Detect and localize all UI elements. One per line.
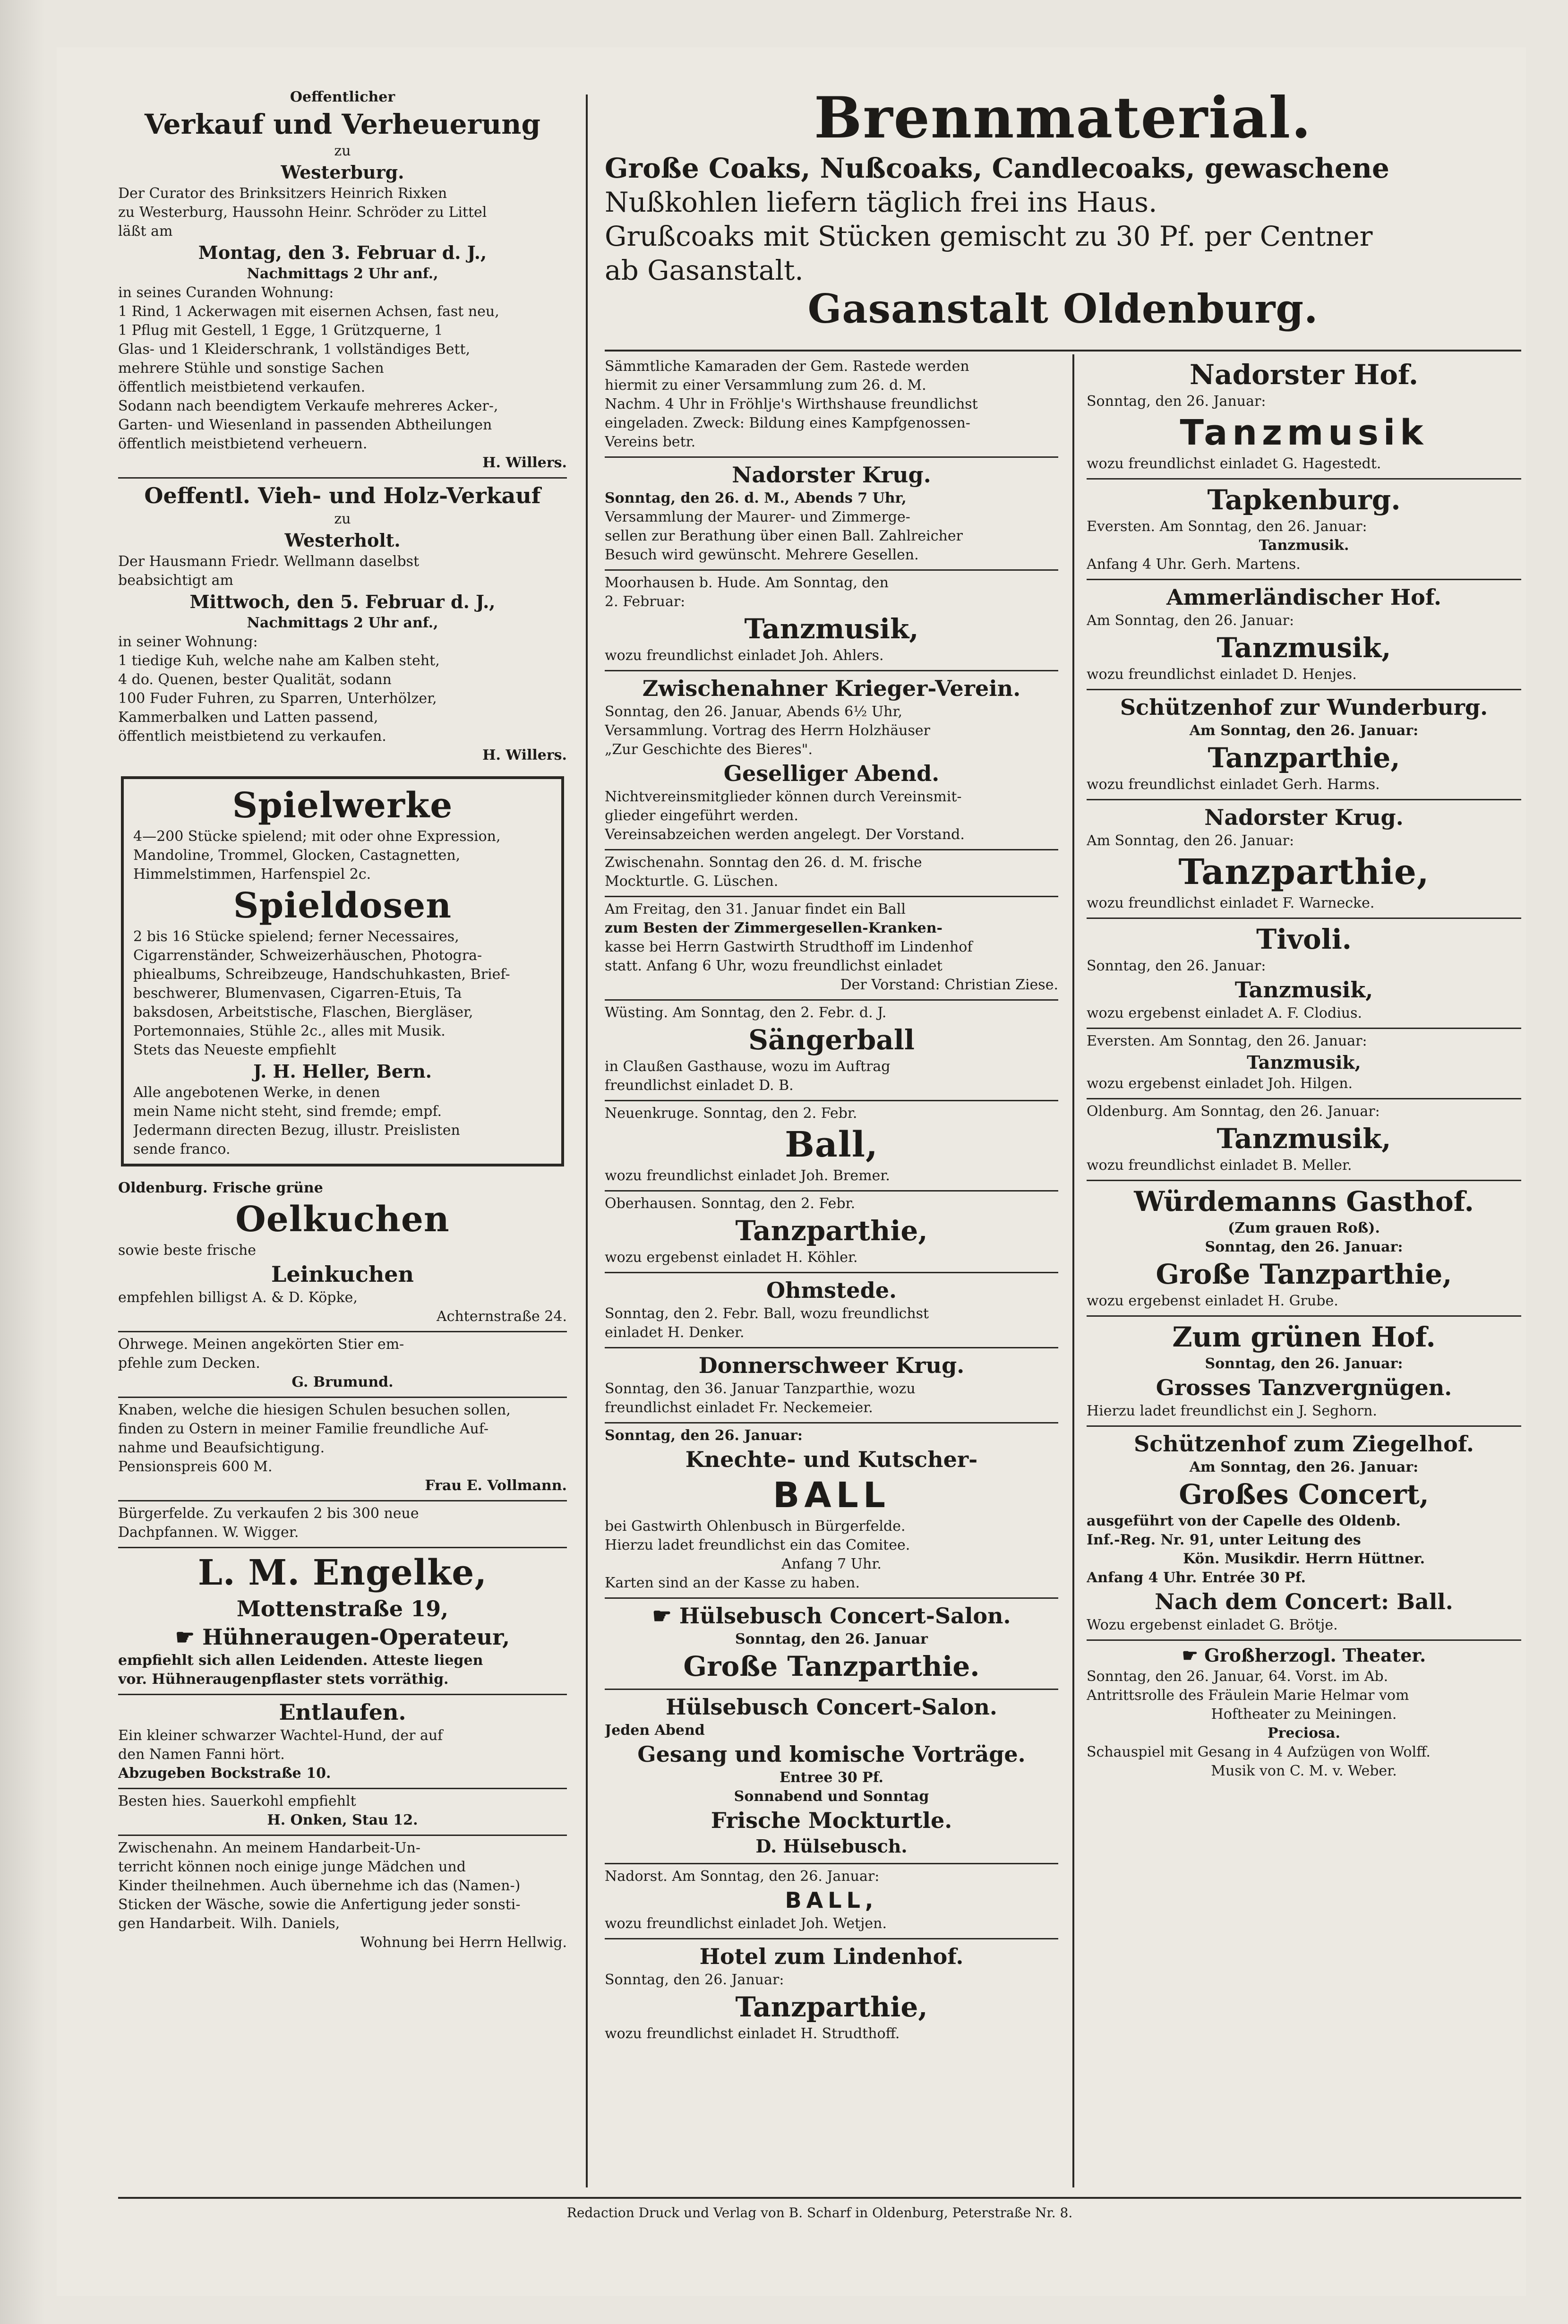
col1b-ad-4-line-2: ☛ Hühneraugen-Operateur, <box>175 1624 510 1650</box>
col2-ad-11-line-3: bei Gastwirth Ohlenbusch in Bürgerfelde. <box>605 1518 906 1535</box>
col1-ad-0-line-4: Der Curator des Brinksitzers Heinrich Rixken <box>118 185 447 202</box>
col3-ad-2-line-2: Tanzmusik, <box>1217 632 1391 664</box>
col2-ad-14-line-2: wozu freundlichst einladet Joh. Wetjen. <box>605 1915 887 1932</box>
col1b-ad-0-line-1: Oelkuchen <box>235 1199 450 1240</box>
col3-ad-4-line-3: wozu freundlichst einladet F. Warnecke. <box>1087 895 1375 911</box>
col3-ad-8-line-0: Würdemanns Gasthof. <box>1134 1185 1474 1218</box>
col3-ad-2-line-1: Am Sonntag, den 26. Januar: <box>1087 612 1294 629</box>
col2-ad-11-line-1: Knechte- und Kutscher- <box>685 1447 978 1472</box>
col3-ad-3-line-0: Schützenhof zur Wunderburg. <box>1120 695 1488 720</box>
col2-ad-3-line-3: „Zur Geschichte des Bieres". <box>605 741 813 758</box>
col1-ad-1-line-0: Oeffentl. Vieh- und Holz-Verkauf <box>144 483 541 508</box>
col1b-ad-6-line-1: H. Onken, Stau 12. <box>267 1812 418 1828</box>
spielwerke-firm: J. H. Heller, Bern. <box>253 1061 432 1082</box>
col3-ad-1-line-1: Eversten. Am Sonntag, den 26. Januar: <box>1087 518 1367 535</box>
col2-ad-11-line-5: Anfang 7 Uhr. <box>781 1556 882 1572</box>
col3-ad-11-line-3: Hoftheater zu Meiningen. <box>1211 1706 1397 1723</box>
col3-ad-10 <box>1087 1427 1521 1641</box>
col2-ad-9-line-2: einladet H. Denker. <box>605 1324 745 1341</box>
banner-title: Brennmaterial. <box>814 85 1312 151</box>
col2-ad-3-line-6: glieder eingeführt werden. <box>605 807 798 824</box>
col1-ad-0-line-2: zu <box>334 143 351 159</box>
col1b-ad-7-line-2: Kinder theilnehmen. Auch übernehme ich das (Namen-) <box>118 1878 521 1894</box>
col1-ad-1-signature: H. Willers. <box>482 747 567 763</box>
col2-ad-8-line-2: wozu ergebenst einladet H. Köhler. <box>605 1249 858 1266</box>
col1b-ad-2 <box>118 1398 567 1501</box>
spielwerke-text1-line-1: Mandoline, Trommel, Glocken, Castagnetten, <box>133 847 461 864</box>
spielwerke-title: Spielwerke <box>232 785 453 826</box>
col2-ad-4 <box>605 850 1058 897</box>
col1b-ad-5 <box>118 1695 567 1789</box>
col3-ad-6-line-0: Eversten. Am Sonntag, den 26. Januar: <box>1087 1033 1367 1049</box>
col2-ad-5-line-3: statt. Anfang 6 Uhr, wozu freundlichst einladet <box>605 958 943 974</box>
col2-ad-10-line-0: Donnerschweer Krug. <box>698 1353 965 1378</box>
col2-ad-15-line-1: Sonntag, den 26. Januar: <box>605 1972 784 1988</box>
col3-ad-1 <box>1087 480 1521 580</box>
col3-ad-9-line-2: Grosses Tanzvergnügen. <box>1156 1375 1452 1400</box>
col1b-ad-1-line-1: pfehle zum Decken. <box>118 1355 260 1372</box>
col2-ad-13 <box>605 1690 1058 1864</box>
col3-ad-8-line-2: Sonntag, den 26. Januar: <box>1205 1239 1403 1255</box>
col3-ad-0-line-0: Nadorster Hof. <box>1189 359 1419 391</box>
col2-ad-14-line-0: Nadorst. Am Sonntag, den 26. Januar: <box>605 1868 880 1885</box>
col2-ad-13-line-2: Gesang und komische Vorträge. <box>637 1741 1026 1767</box>
col1-ad-1 <box>118 479 567 770</box>
col2-ad-6 <box>605 1001 1058 1101</box>
col3-ad-3 <box>1087 690 1521 800</box>
col2-ad-15 <box>605 1939 1058 2048</box>
col1b-ad-0-line-2: sowie beste frische <box>118 1242 257 1259</box>
col1b-ad-5-line-3: Abzugeben Bockstraße 10. <box>118 1765 331 1782</box>
col1b-ad-4-line-3: empfiehlt sich allen Leidenden. Atteste liegen <box>118 1652 483 1669</box>
col3-ad-5-line-1: Sonntag, den 26. Januar: <box>1087 958 1266 974</box>
col2-ad-0-line-0: Sämmtliche Kamaraden der Gem. Rastede werden <box>605 358 969 375</box>
col2-ad-15-line-3: wozu freundlichst einladet H. Strudthoff. <box>605 2025 900 2042</box>
col2-ad-3 <box>605 671 1058 850</box>
col3-ad-6-line-1: Tanzmusik, <box>1247 1052 1361 1073</box>
col3-ad-5 <box>1087 919 1521 1029</box>
col1-ad-0-line-3: Westerburg. <box>281 162 404 183</box>
spielwerke-text3-line-3: sende franco. <box>133 1141 231 1158</box>
col1-ad-0-line-10: 1 Rind, 1 Ackerwagen mit eisernen Achsen, fast neu, <box>118 303 499 320</box>
col1b-ad-0-line-3: Leinkuchen <box>271 1261 414 1287</box>
col2-ad-7-line-0: Neuenkruge. Sonntag, den 2. Febr. <box>605 1105 857 1122</box>
spielwerke-text2-line-3: beschwerer, Blumenvasen, Cigarren-Etuis, Ta <box>133 985 462 1002</box>
col3-ad-10-line-8: Wozu ergebenst einladet G. Brötje. <box>1087 1617 1338 1633</box>
col2-ad-6-line-2: in Claußen Gasthause, wozu im Auftrag <box>605 1058 891 1075</box>
col1-ad-1-line-10: 100 Fuder Fuhren, zu Sparren, Unterhölzer, <box>118 690 437 707</box>
col1-ad-0-line-6: läßt am <box>118 223 173 240</box>
col2-ad-2-line-3: wozu freundlichst einladet Joh. Ahlers. <box>605 647 884 664</box>
col1-ad-0-line-14: öffentlich meistbietend verkaufen. <box>118 379 366 395</box>
col2-ad-3-line-7: Vereinsabzeichen werden angelegt. Der Vorstand. <box>605 826 965 843</box>
col3-ad-9-line-3: Hierzu ladet freundlichst ein J. Seghorn. <box>1087 1403 1377 1419</box>
col2-ad-9-line-0: Ohmstede. <box>766 1278 897 1303</box>
col2-ad-0-line-4: Vereins betr. <box>605 434 696 450</box>
col3-ad-11 <box>1087 1641 1521 1785</box>
col3-ad-7-line-0: Oldenburg. Am Sonntag, den 26. Januar: <box>1087 1103 1380 1120</box>
spielwerke-text2-line-4: baksdosen, Arbeitstische, Flaschen, Biergläser, <box>133 1004 473 1021</box>
col3-ad-10-line-7: Nach dem Concert: Ball. <box>1155 1589 1453 1614</box>
col3-ad-11-line-0: ☛ Großherzogl. Theater. <box>1182 1645 1426 1666</box>
col3-ad-11-line-6: Musik von C. M. v. Weber. <box>1211 1763 1397 1779</box>
col1b-ad-1 <box>118 1332 567 1398</box>
col1b-ad-2-line-2: nahme und Beaufsichtigung. <box>118 1440 325 1456</box>
col3-ad-10-line-4: Inf.-Reg. Nr. 91, unter Leitung des <box>1087 1532 1361 1548</box>
col3-ad-1-line-2: Tanzmusik. <box>1259 537 1349 554</box>
col1-ad-1-line-3: Der Hausmann Friedr. Wellmann daselbst <box>118 553 420 570</box>
col1-ad-0-line-13: mehrere Stühle und sonstige Sachen <box>118 360 384 377</box>
spielwerke-text2-line-0: 2 bis 16 Stücke spielend; ferner Necessaires, <box>133 928 459 945</box>
col3-ad-2-line-3: wozu freundlichst einladet D. Henjes. <box>1087 666 1357 683</box>
col1b-ad-4 <box>118 1548 567 1695</box>
col2-ad-3-line-0: Zwischenahner Krieger-Verein. <box>642 676 1021 701</box>
col2-ad-3-line-5: Nichtvereinsmitglieder können durch Vereinsmit- <box>605 789 962 805</box>
col3-ad-9-line-1: Sonntag, den 26. Januar: <box>1205 1355 1403 1372</box>
col1b-ad-5-line-0: Entlaufen. <box>279 1699 406 1725</box>
col2-ad-12-line-2: Große Tanzparthie. <box>683 1650 980 1682</box>
col3-ad-10-line-3: ausgeführt von der Capelle des Oldenb. <box>1087 1513 1401 1529</box>
col2-ad-11-line-2: BALL <box>773 1475 890 1516</box>
page-edge <box>0 0 45 2324</box>
col2-ad-0-line-3: eingeladen. Zweck: Bildung eines Kampfgenossen- <box>605 415 970 431</box>
col1b-ad-7-line-1: terricht können noch einige junge Mädchen und <box>118 1859 466 1875</box>
col3-ad-0-line-2: Tanzmusik <box>1180 412 1428 453</box>
col2-ad-14 <box>605 1864 1058 1939</box>
col1b-ad-2-line-3: Pensionspreis 600 M. <box>118 1458 273 1475</box>
col2-ad-1 <box>605 458 1058 571</box>
col2-ad-4-line-1: Mockturtle. G. Lüschen. <box>605 873 779 890</box>
col2-ad-11-line-6: Karten sind an der Kasse zu haben. <box>605 1575 860 1591</box>
col1-ad-1-line-5: Mittwoch, den 5. Februar d. J., <box>189 591 496 612</box>
col2-ad-9-line-1: Sonntag, den 2. Febr. Ball, wozu freundlichst <box>605 1305 929 1322</box>
col1-ad-0-line-12: Glas- und 1 Kleiderschrank, 1 vollständiges Bett, <box>118 341 471 358</box>
column-rule-2 <box>1072 354 1074 2187</box>
col1b-ad-7-line-4: gen Handarbeit. Wilh. Daniels, <box>118 1915 340 1932</box>
col1-ad-1-line-2: Westerholt. <box>284 530 401 551</box>
col3-ad-4-line-0: Nadorster Krug. <box>1204 805 1404 830</box>
col3-ad-7-line-1: Tanzmusik, <box>1217 1123 1391 1155</box>
col1-ad-0-line-17: öffentlich meistbietend verheuern. <box>118 436 368 452</box>
col1-ad-1-line-7: in seiner Wohnung: <box>118 634 258 650</box>
col2-ad-12-line-0: ☛ Hülsebusch Concert-Salon. <box>652 1603 1011 1629</box>
banner-line-1: Große Coaks, Nußcoaks, Candlecoaks, gewaschene <box>605 152 1389 184</box>
col2-ad-2-line-0: Moorhausen b. Hude. Am Sonntag, den <box>605 575 889 591</box>
col3-ad-10-line-2: Großes Concert, <box>1179 1478 1429 1510</box>
col2-ad-5-line-4: Der Vorstand: Christian Ziese. <box>840 977 1058 993</box>
banner-line-2: Nußkohlen liefern täglich frei ins Haus. <box>605 186 1157 218</box>
col2-ad-1-line-1: Sonntag, den 26. d. M., Abends 7 Uhr, <box>605 490 907 506</box>
col2-ad-2-line-2: Tanzmusik, <box>744 613 919 645</box>
col3-ad-4-line-2: Tanzparthie, <box>1178 852 1430 892</box>
banner-line-3: Grußcoaks mit Stücken gemischt zu 30 Pf. per Centner <box>605 220 1373 252</box>
col2-ad-13-line-4: Sonnabend und Sonntag <box>734 1788 929 1805</box>
col2-ad-3-line-1: Sonntag, den 26. Januar, Abends 6½ Uhr, <box>605 703 903 720</box>
col1-ad-0-line-15: Sodann nach beendigtem Verkaufe mehreres Acker-, <box>118 398 498 414</box>
col2-ad-1-line-4: Besuch wird gewünscht. Mehrere Gesellen. <box>605 547 919 563</box>
spielwerke-text1-line-2: Himmelstimmen, Harfenspiel 2c. <box>133 866 371 883</box>
col2-ad-12 <box>605 1599 1058 1690</box>
col1-ad-0-line-5: zu Westerburg, Haussohn Heinr. Schröder zu Littel <box>118 204 487 221</box>
spielwerke-ad <box>121 776 564 1166</box>
col3-ad-6 <box>1087 1029 1521 1099</box>
col1-ad-0-line-11: 1 Pflug mit Gestell, 1 Egge, 1 Grützquerne, 1 <box>118 322 443 339</box>
col3-ad-2 <box>1087 580 1521 690</box>
column-right <box>1087 354 1521 2187</box>
spielwerke-text2-line-5: Portemonnaies, Stühle 2c., alles mit Musik. <box>133 1023 446 1039</box>
col3-ad-7 <box>1087 1099 1521 1181</box>
col3-ad-5-line-0: Tivoli. <box>1256 923 1352 955</box>
col2-ad-8-line-0: Oberhausen. Sonntag, den 2. Febr. <box>605 1195 856 1212</box>
col1-ad-0-line-0: Oeffentlicher <box>290 89 395 105</box>
col1b-ad-4-line-1: Mottenstraße 19, <box>236 1596 449 1621</box>
col3-ad-5-line-2: Tanzmusik, <box>1234 977 1373 1003</box>
col1b-ad-2-line-4: Frau E. Vollmann. <box>425 1477 567 1494</box>
col2-ad-7-line-2: wozu freundlichst einladet Joh. Bremer. <box>605 1167 890 1184</box>
column-middle <box>605 354 1058 2187</box>
col1-ad-0-line-9: in seines Curanden Wohnung: <box>118 284 334 301</box>
col1b-ad-4-line-0: L. M. Engelke, <box>197 1552 488 1593</box>
col3-ad-10-line-1: Am Sonntag, den 26. Januar: <box>1189 1459 1419 1475</box>
spielwerke-text2-line-1: Cigarrenständer, Schweizerhäuschen, Photogra- <box>133 947 482 964</box>
col1-ad-0-line-16: Garten- und Wiesenland in passenden Abtheilungen <box>118 417 492 433</box>
col2-ad-10-line-2: freundlichst einladet Fr. Neckemeier. <box>605 1399 873 1416</box>
col2-ad-7-line-1: Ball, <box>785 1124 878 1165</box>
col1b-ad-1-line-2: G. Brumund. <box>291 1374 394 1390</box>
col2-ad-10 <box>605 1348 1058 1424</box>
col1b-ad-7 <box>118 1836 567 1957</box>
col3-ad-1-line-3: Anfang 4 Uhr. Gerh. Martens. <box>1087 556 1301 573</box>
col3-ad-8-line-4: wozu ergebenst einladet H. Grube. <box>1087 1293 1338 1309</box>
spielwerke-text3-line-0: Alle angebotenen Werke, in denen <box>133 1084 380 1101</box>
col1-ad-1-line-11: Kammerbalken und Latten passend, <box>118 709 378 726</box>
col3-ad-11-line-5: Schauspiel mit Gesang in 4 Aufzügen von Wolff. <box>1087 1744 1431 1760</box>
col1b-ad-6 <box>118 1789 567 1836</box>
col1b-ad-5-line-1: Ein kleiner schwarzer Wachtel-Hund, der auf <box>118 1727 443 1744</box>
col3-ad-0-line-3: wozu freundlichst einladet G. Hagestedt. <box>1087 455 1381 472</box>
col3-ad-5-line-3: wozu ergebenst einladet A. F. Clodius. <box>1087 1005 1362 1021</box>
col2-ad-8 <box>605 1192 1058 1273</box>
spieldosen-title: Spieldosen <box>233 885 452 926</box>
col3-ad-2-line-0: Ammerländischer Hof. <box>1166 584 1442 610</box>
col1b-ad-7-line-5: Wohnung bei Herrn Hellwig. <box>360 1934 567 1951</box>
col3-ad-0-line-1: Sonntag, den 26. Januar: <box>1087 393 1266 410</box>
col2-ad-4-line-0: Zwischenahn. Sonntag den 26. d. M. frische <box>605 854 922 871</box>
col1b-ad-4-line-4: vor. Hühneraugenpflaster stets vorräthig. <box>118 1671 449 1688</box>
col3-ad-11-line-4: Preciosa. <box>1268 1725 1340 1741</box>
col3-ad-8 <box>1087 1181 1521 1317</box>
col2-ad-5-line-0: Am Freitag, den 31. Januar findet ein Ball <box>605 901 906 918</box>
col1b-ad-2-line-0: Knaben, welche die hiesigen Schulen besuchen sollen, <box>118 1402 511 1418</box>
col1b-ad-5-line-2: den Namen Fanni hört. <box>118 1746 285 1763</box>
col1b-ad-3-line-0: Bürgerfelde. Zu verkaufen 2 bis 300 neue <box>118 1505 419 1522</box>
col1b-ad-6-line-0: Besten hies. Sauerkohl empfiehlt <box>118 1793 356 1809</box>
col2-ad-13-line-1: Jeden Abend <box>605 1722 705 1739</box>
spielwerke-text3-line-2: Jedermann directen Bezug, illustr. Preislisten <box>133 1122 460 1139</box>
col2-ad-6-line-3: freundlichst einladet D. B. <box>605 1077 794 1094</box>
col3-ad-4 <box>1087 800 1521 919</box>
col1b-ad-2-line-1: finden zu Ostern in meiner Familie freundliche Auf- <box>118 1421 488 1437</box>
col2-ad-13-line-6: D. Hülsebusch. <box>755 1835 908 1857</box>
col2-ad-15-line-2: Tanzparthie, <box>735 1991 928 2023</box>
spielwerke-text2-line-6: Stets das Neueste empfiehlt <box>133 1042 336 1058</box>
col2-ad-0-line-2: Nachm. 4 Uhr in Fröhlje's Wirthshause freundlichst <box>605 396 978 412</box>
col1b-ad-1-line-0: Ohrwege. Meinen angekörten Stier em- <box>118 1336 404 1353</box>
col3-ad-10-line-6: Anfang 4 Uhr. Entrée 30 Pf. <box>1087 1569 1306 1586</box>
col3-ad-6-line-2: wozu ergebenst einladet Joh. Hilgen. <box>1087 1075 1353 1092</box>
col3-ad-1-line-0: Tapkenburg. <box>1207 484 1401 516</box>
col2-ad-8-line-1: Tanzparthie, <box>735 1215 928 1247</box>
col3-ad-11-line-1: Sonntag, den 26. Januar, 64. Vorst. im Ab. <box>1087 1668 1388 1685</box>
col3-ad-3-line-3: wozu freundlichst einladet Gerh. Harms. <box>1087 776 1380 793</box>
column-left <box>118 85 567 2183</box>
col2-ad-0-line-1: hiermit zu einer Versammlung zum 26. d. M. <box>605 377 926 394</box>
col1b-ad-0 <box>118 1176 567 1332</box>
col2-ad-5-line-1: zum Besten der Zimmergesellen-Kranken- <box>605 920 943 936</box>
col2-ad-3-line-2: Versammlung. Vortrag des Herrn Holzhäuser <box>605 722 931 739</box>
col2-ad-1-line-2: Versammlung der Maurer- und Zimmerge- <box>605 509 910 525</box>
col2-ad-15-line-0: Hotel zum Lindenhof. <box>699 1944 964 1969</box>
col2-ad-6-line-1: Sängerball <box>748 1024 915 1056</box>
col1-ad-1-line-1: zu <box>334 511 351 527</box>
col2-ad-12-line-1: Sonntag, den 26. Januar <box>735 1631 928 1647</box>
banner-sign: Gasanstalt Oldenburg. <box>807 285 1319 332</box>
col3-ad-11-line-2: Antrittsrolle des Fräulein Marie Helmar vom <box>1087 1687 1409 1704</box>
col1b-ad-0-line-5: Achternstraße 24. <box>437 1308 567 1325</box>
col3-ad-10-line-0: Schützenhof zum Ziegelhof. <box>1134 1431 1474 1457</box>
col2-ad-13-line-5: Frische Mockturtle. <box>711 1808 952 1833</box>
col1b-ad-3-line-1: Dachpfannen. W. Wigger. <box>118 1524 299 1541</box>
col2-ad-14-line-1: BALL, <box>785 1887 878 1913</box>
col3-ad-7-line-2: wozu freundlichst einladet B. Meller. <box>1087 1157 1352 1174</box>
col2-ad-1-line-0: Nadorster Krug. <box>732 462 931 488</box>
col3-ad-0 <box>1087 354 1521 480</box>
col3-ad-8-line-3: Große Tanzparthie, <box>1156 1258 1452 1290</box>
col3-ad-3-line-2: Tanzparthie, <box>1208 742 1400 774</box>
brennmaterial-ad <box>605 85 1521 352</box>
page-footer: Redaction Druck und Verlag von B. Scharf in Oldenburg, Peterstraße Nr. 8. <box>118 2197 1521 2222</box>
col1b-ad-7-line-0: Zwischenahn. An meinem Handarbeit-Un- <box>118 1840 420 1856</box>
col2-ad-13-line-3: Entree 30 Pf. <box>780 1769 883 1786</box>
col2-ad-11 <box>605 1424 1058 1599</box>
col1-ad-1-line-12: öffentlich meistbietend zu verkaufen. <box>118 728 386 745</box>
col2-ad-10-line-1: Sonntag, den 36. Januar Tanzparthie, wozu <box>605 1381 916 1397</box>
col3-ad-9-line-0: Zum grünen Hof. <box>1172 1321 1436 1353</box>
spielwerke-text1-line-0: 4—200 Stücke spielend; mit oder ohne Expression, <box>133 828 501 845</box>
spielwerke-text3-line-1: mein Name nicht steht, sind fremde; empf. <box>133 1103 442 1120</box>
col1b-ad-3 <box>118 1501 567 1548</box>
col2-ad-2 <box>605 571 1058 671</box>
col1b-ad-7-line-3: Sticken der Wäsche, sowie die Anfertigung jeder sonsti- <box>118 1896 521 1913</box>
col2-ad-5 <box>605 897 1058 1001</box>
col1-ad-1-line-9: 4 do. Quenen, bester Qualität, sodann <box>118 671 392 688</box>
col3-ad-10-line-5: Kön. Musikdir. Herrn Hüttner. <box>1182 1551 1425 1567</box>
column-rule-1 <box>586 94 588 2187</box>
col2-ad-13-line-0: Hülsebusch Concert-Salon. <box>666 1694 997 1720</box>
spielwerke-text2-line-2: phiealbums, Schreibzeuge, Handschuhkasten, Brief- <box>133 966 510 983</box>
col2-ad-11-line-4: Hierzu ladet freundlichst ein das Comitee. <box>605 1537 910 1553</box>
col1-ad-0-line-7: Montag, den 3. Februar d. J., <box>198 242 487 263</box>
col3-ad-8-line-1: (Zum grauen Roß). <box>1228 1220 1380 1236</box>
col2-ad-3-line-4: Geselliger Abend. <box>723 761 940 786</box>
col2-ad-7 <box>605 1101 1058 1192</box>
col2-ad-1-line-3: sellen zur Berathung über einen Ball. Zahlreicher <box>605 528 963 544</box>
col2-ad-9 <box>605 1273 1058 1348</box>
col3-ad-9 <box>1087 1317 1521 1427</box>
col1-ad-0-line-1: Verkauf und Verheuerung <box>144 108 541 140</box>
col1b-ad-0-line-0: Oldenburg. Frische grüne <box>118 1180 323 1196</box>
col1-ad-1-line-8: 1 tiedige Kuh, welche nahe am Kalben steht, <box>118 652 440 669</box>
col1-ad-1-line-6: Nachmittags 2 Uhr anf., <box>247 615 438 631</box>
col1b-ad-0-line-4: empfehlen billigst A. & D. Köpke, <box>118 1289 358 1306</box>
col2-ad-2-line-1: 2. Februar: <box>605 593 685 610</box>
col3-ad-3-line-1: Am Sonntag, den 26. Januar: <box>1189 722 1419 739</box>
col3-ad-4-line-1: Am Sonntag, den 26. Januar: <box>1087 832 1294 849</box>
banner-line-4: ab Gasanstalt. <box>605 254 804 286</box>
col2-ad-0 <box>605 354 1058 458</box>
col2-ad-5-line-2: kasse bei Herrn Gastwirth Strudthoff im Lindenhof <box>605 939 973 955</box>
col1-ad-0-line-8: Nachmittags 2 Uhr anf., <box>247 266 438 282</box>
col1-ad-0-signature: H. Willers. <box>482 455 567 471</box>
col1-ad-1-line-4: beabsichtigt am <box>118 572 233 589</box>
col2-ad-11-line-0: Sonntag, den 26. Januar: <box>605 1427 803 1444</box>
col1-ad-0 <box>118 85 567 479</box>
col2-ad-6-line-0: Wüsting. Am Sonntag, den 2. Febr. d. J. <box>605 1004 887 1021</box>
